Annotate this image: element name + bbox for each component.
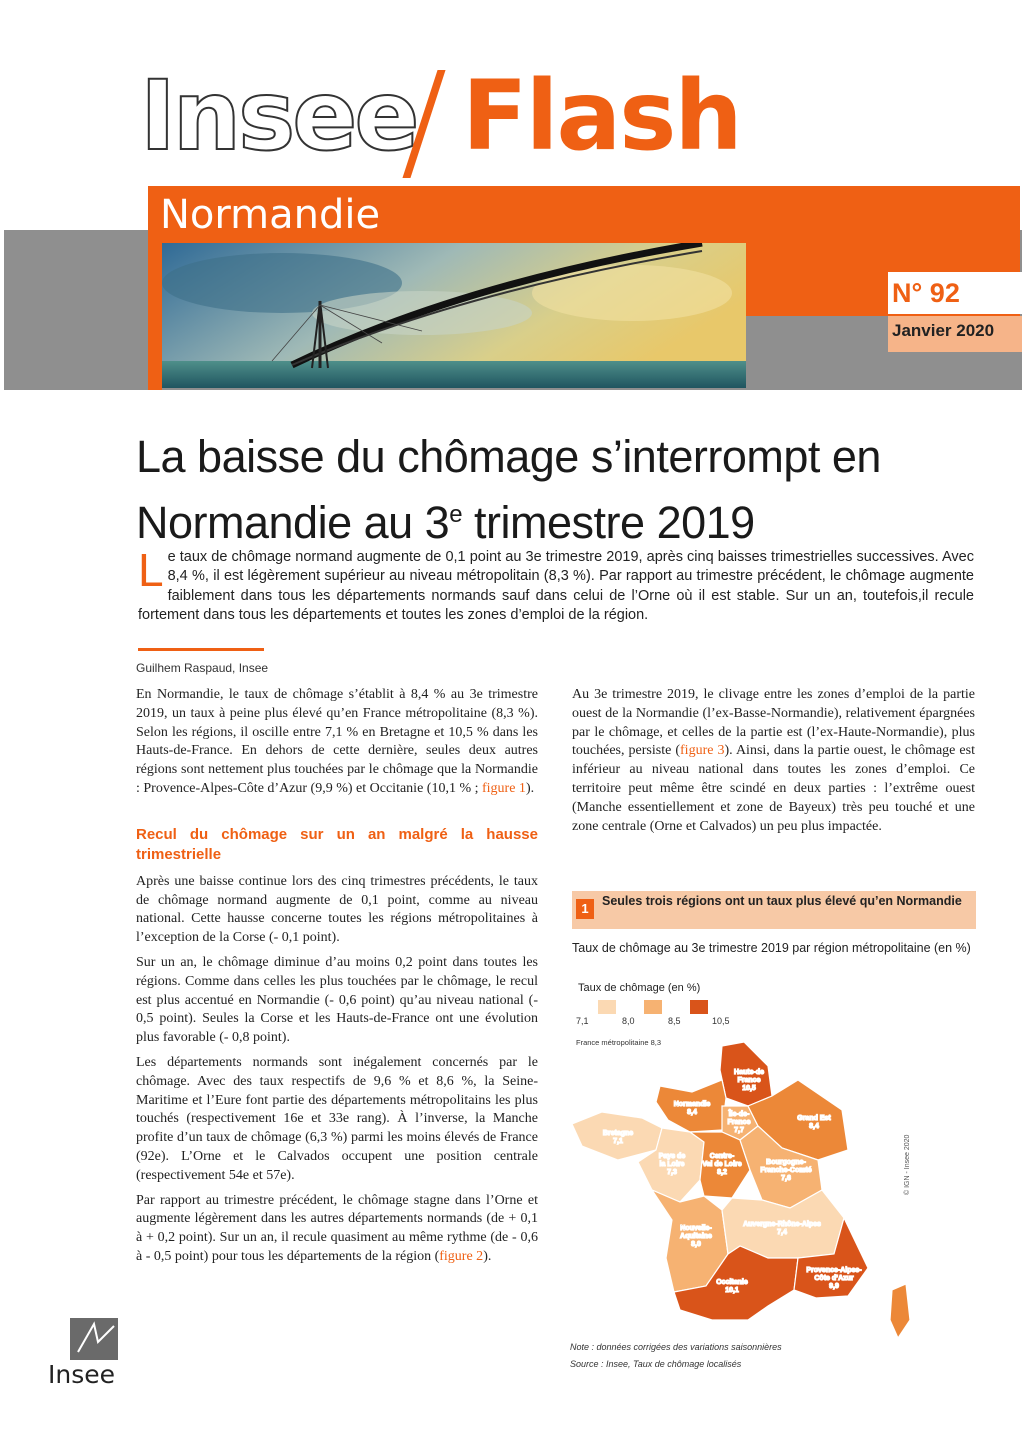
france-regions-map — [572, 1040, 922, 1340]
paragraph: Sur un an, le chômage diminue d’au moins 0,2 point dans toutes les régions. Comme dans celles les plus touchées par le chômage, le recul est plus accentué en Normandie (- 0,6 point) qu’au niveau national (- 0,5 point). Seules la Corse et les Hauts-de-France ont une évolution plus favorable (- 0,8 point). — [136, 954, 538, 1046]
title-line-1: La baisse du chômage s’interrompt en — [136, 431, 881, 482]
map-label: 10,5 — [742, 1085, 756, 1092]
map-label: 8,4 — [687, 1109, 697, 1116]
paragraph-end: ). — [483, 1248, 492, 1264]
legend-value: 8,5 — [668, 1016, 681, 1026]
figure-2-link[interactable]: figure 2 — [439, 1248, 484, 1264]
lead-text: e taux de chômage normand augmente de 0,1 point au 3e trimestre 2019, après cinq baisses trimestrielles successives. Avec 8,4 %, il est légèrement supérieur au niveau métropolitain (8,3 %). Par rapport au trimestre précédent, le chômage augmente faiblement dans tous les départements normands sauf dans celui de l’Orne où il est stable. Sur un an, toutefois,il recule fortement dans tous les départements et toutes les zones d’emploi de la région. — [138, 549, 974, 624]
map-svg — [572, 1040, 922, 1340]
header-grey-block — [760, 316, 888, 390]
map-label: 8,2 — [717, 1169, 727, 1176]
map-label: France — [737, 1077, 761, 1084]
column-right — [572, 686, 975, 842]
brand-logo-flash: Flash — [462, 60, 741, 172]
lead-paragraph — [138, 544, 974, 626]
title-line-2: Normandie au 3 — [136, 497, 450, 548]
paragraph — [572, 686, 975, 836]
map-label: 7,7 — [734, 1127, 744, 1134]
map-label: 7,6 — [781, 1175, 791, 1182]
map-label: Nouvelle- — [680, 1225, 712, 1232]
title-superscript: e — [449, 501, 463, 528]
region-name: Normandie — [160, 192, 381, 238]
drop-cap: L — [138, 544, 164, 596]
paragraph: Les départements normands sont inégalement concernés par le chômage. Avec des taux respectifs de 9,6 % et 8,6 %, la Seine-Maritime et l’Eure font partie des départements métropolitains les plus touchés (respectivement 16e et 33e rang). À l’inverse, la Manche profite d’un taux de chômage (6,3 %) parmi les moins élevés de France (92e). L’Orne et le Calvados occupent une position centrale (respectivement 54e et 57e). — [136, 1054, 538, 1183]
brand-logo-insee: Insee — [140, 60, 417, 172]
legend-value: 8,0 — [622, 1016, 635, 1026]
page-title — [136, 428, 896, 552]
issue-date: Janvier 2020 — [892, 321, 995, 340]
paragraph — [136, 1192, 538, 1267]
paragraph: Après une baisse continue lors des cinq trimestres précédents, le taux de chômage normand augmente de 0,1 point, comme au niveau national. Cette hausse concerne toutes les régions métropolitaines à l’exception de la Corse (- 0,1 point). — [136, 873, 538, 946]
map-label: 8,4 — [809, 1123, 819, 1130]
figure-source: Source : Insee, Taux de chômage localisés — [570, 1359, 742, 1369]
map-label: Bourgogne- — [766, 1159, 806, 1166]
legend-swatch-3 — [690, 1000, 708, 1014]
map-label: Normandie — [673, 1101, 711, 1108]
map-label: 7,1 — [613, 1138, 623, 1145]
map-label: Centre- — [709, 1153, 735, 1160]
author-line: Guilhem Raspaud, Insee — [136, 661, 269, 675]
figure-1-link[interactable]: figure 1 — [482, 780, 526, 796]
column-left — [136, 686, 538, 1273]
legend-value: 7,1 — [576, 1016, 589, 1026]
map-label: Auvergne-Rhône-Alpes — [743, 1221, 821, 1228]
map-label: la Loire — [659, 1161, 685, 1168]
map-label: Grand Est — [797, 1115, 831, 1122]
cover-photo-bridge — [162, 243, 746, 388]
paragraph-end: ). Ainsi, dans la partie ouest, le chômage est inférieur au niveau national dans toutes les zones d’emploi. Ce territoire peut même être scindé en deux parties : l’extrême ouest (Manche essentiellement et zone de Bayeux) très peu touché et une zone centrale (Orne et Calvados) un peu plus impactée. — [572, 743, 975, 834]
legend-france-value: France métropolitaine 8,3 — [576, 1038, 662, 1047]
legend-title: Taux de chômage (en %) — [578, 982, 701, 994]
paragraph-text: En Normandie, le taux de chômage s’établit à 8,4 % au 3e trimestre 2019, un taux à peine plus élevé qu’en France métropolitaine (8,3 %). Selon les régions, il oscille entre 7,1 % en Bretagne et 10,5 % dans les Hauts-de-France. En dehors de cette dernière, seules deux autres régions sont nettement plus touchées par le chômage que la Normandie : Provence-Alpes-Côte d’Azur (9,9 %) et Occitanie (10,1 % ; — [136, 687, 538, 796]
map-label: Provence-Alpes- — [806, 1267, 862, 1274]
map-label: Occitanie — [716, 1279, 748, 1286]
figure-note: Note : données corrigées des variations saisonnières — [570, 1342, 782, 1352]
map-label: Hauts-de — [734, 1069, 764, 1076]
figure-number: 1 — [576, 899, 594, 919]
map-label: Île-de- — [728, 1111, 750, 1118]
footer-brand: Insee — [48, 1360, 116, 1389]
map-label: 7,3 — [667, 1169, 677, 1176]
map-label: Côte d’Azur — [814, 1275, 854, 1282]
map-copyright: © IGN - Insee 2020 — [904, 1134, 911, 1195]
figure-3-link[interactable]: figure 3 — [680, 743, 725, 759]
map-label: Bretagne — [602, 1130, 634, 1137]
paragraph — [136, 686, 538, 799]
figure-subtitle: Taux de chômage au 3e trimestre 2019 par région métropolitaine (en %) — [572, 941, 971, 955]
region-corse — [890, 1284, 910, 1338]
legend-swatch-2 — [644, 1000, 662, 1014]
map-label: 10,1 — [725, 1287, 739, 1294]
section-heading: Recul du chômage sur un an malgré la hausse trimestrielle — [136, 825, 538, 863]
title-line-2-end: trimestre 2019 — [462, 497, 755, 548]
legend-swatch-1 — [598, 1000, 616, 1014]
map-label: Pays de — [658, 1153, 686, 1160]
paragraph-text: Au 3e trimestre 2019, le clivage entre les zones d’emploi de la partie ouest de la Normandie (l’ex-Basse-Normandie), relativement épargnées par le chômage, et celles de la partie est (l’ex-Haute-Normandie), plus touchées, persiste ( — [572, 687, 975, 759]
map-label: France — [727, 1119, 751, 1126]
map-label: 7,4 — [777, 1229, 787, 1236]
issue-number: N° 92 — [892, 278, 960, 308]
map-label: 8,0 — [691, 1241, 701, 1248]
lead-divider — [138, 648, 264, 651]
map-label: Val de Loire — [702, 1161, 742, 1168]
map-label: Franche-Comté — [760, 1167, 812, 1174]
legend-value: 10,5 — [712, 1016, 730, 1026]
map-label: 9,9 — [829, 1283, 839, 1290]
figure-title: Seules trois régions ont un taux plus élevé qu’en Normandie — [602, 894, 962, 908]
paragraph-text: Par rapport au trimestre précédent, le chômage stagne dans l’Orne et augmente légèrement dans les autres départements normands (de + 0,1 à + 0,2 point). Sur un an, il recule quasiment au même rythme (de - 0,6 à - 0,5 point) pour tous les départements de la région ( — [136, 1192, 538, 1264]
paragraph-end: ). — [525, 780, 535, 796]
map-label: Aquitaine — [680, 1233, 712, 1240]
